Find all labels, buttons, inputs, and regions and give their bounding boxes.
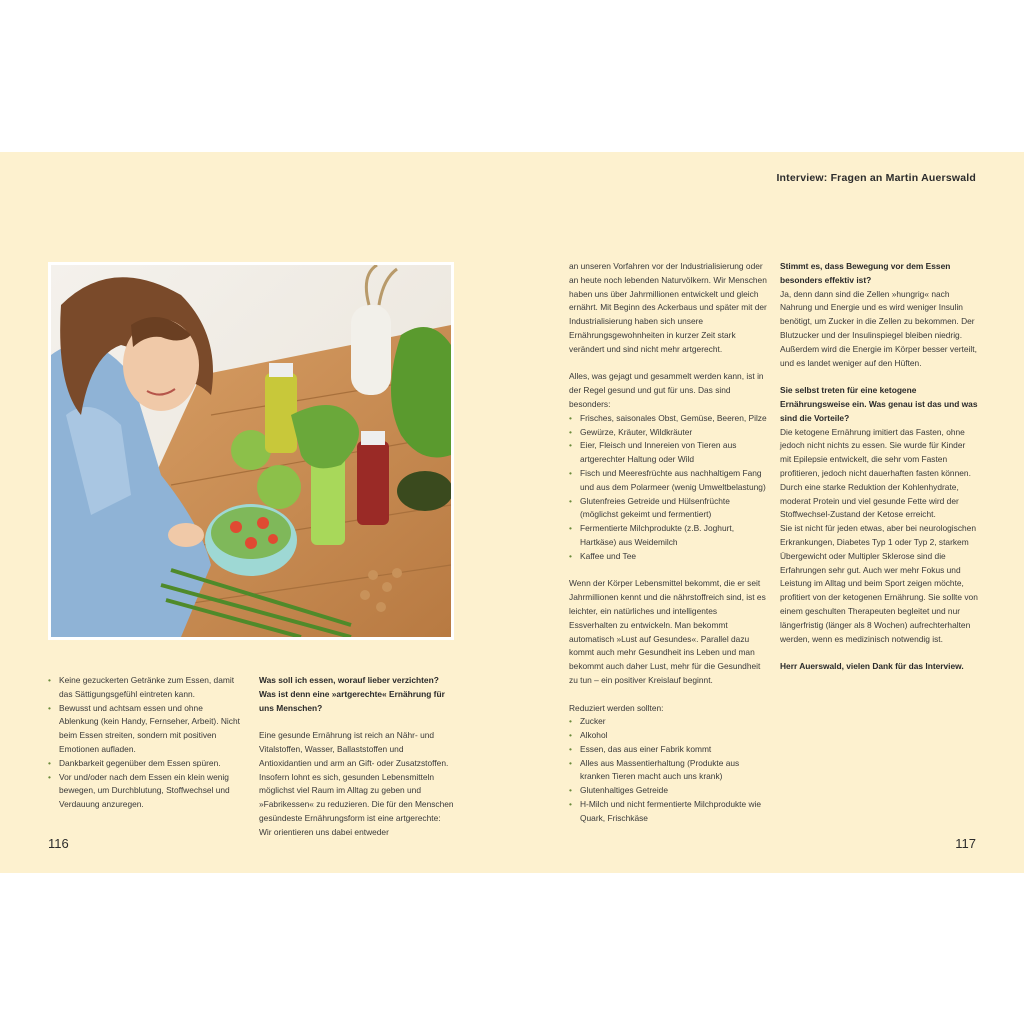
- list-item: • Vor und/oder nach dem Essen ein klein wenig bewegen, um Durchblutung, Stoffwechsel und Verdauung anzuregen.: [48, 771, 244, 812]
- list-item: • Essen, das aus einer Fabrik kommt: [569, 743, 767, 757]
- list-item: • Alles aus Massentierhaltung (Produkte aus kranken Tieren macht auch uns krank): [569, 757, 767, 785]
- interview-question: Sie selbst treten für eine ketogene Ernährungsweise ein. Was genau ist das und was sind die Vorteile?: [780, 385, 978, 423]
- interview-answer: Eine gesunde Ernährung ist reich an Nähr- und Vitalstoffen, Wasser, Ballaststoffen und Antioxidantien und arm an Gift- oder Zusatzstoffen. Insofern lohnt es sich, gesunden Lebensmitteln möglichst viel Raum im Alltag zu geben und »Fabrikessen« zu reduzieren. Die für den Menschen gesündeste Ernährungsform ist eine artgerechte: Wir orientieren uns dabei entweder: [259, 730, 454, 837]
- good-food-list: [569, 412, 767, 564]
- interview-question: Stimmt es, dass Bewegung vor dem Essen besonders effektiv ist?: [780, 261, 951, 285]
- list-item: • Glutenhaltiges Getreide: [569, 784, 767, 798]
- running-header: Interview: Fragen an Martin Auerswald: [776, 172, 976, 184]
- column-2: [259, 674, 455, 853]
- photo-illustration: [51, 265, 451, 637]
- interview-closing: Herr Auerswald, vielen Dank für das Interview.: [780, 661, 964, 672]
- column-3: [569, 260, 767, 839]
- list-item: • Keine gezuckerten Getränke zum Essen, damit das Sättigungsgefühl eintreten kann.: [48, 674, 244, 702]
- interview-answer: Sie ist nicht für jeden etwas, aber bei neurologischen Erkrankungen, Diabetes Typ 1 oder Typ 2, starkem Übergewicht oder Multipler Sklerose sind die Erfahrungen sehr gut. Auch wer mehr Fokus und Leistung im Alltag und beim Sport zeigen möchte, profitiert von der ketogenen Ernährung. Sie sollte von einem geschulten Therapeuten begleitet und nur längerfristig (länger als 8 Wochen) aufrechterhalten werden, wenn es medizinisch notwendig ist.: [780, 523, 978, 644]
- list-item: • Gewürze, Kräuter, Wildkräuter: [569, 426, 767, 440]
- tips-list: [48, 674, 244, 812]
- woman-eating-salad-photo: [48, 262, 454, 640]
- page-number-right: 117: [955, 836, 976, 851]
- interview-question: Was soll ich essen, worauf lieber verzichten? Was ist denn eine »artgerechte« Ernährung für uns Menschen?: [259, 675, 445, 713]
- list-item: • Zucker: [569, 715, 767, 729]
- list-item: • Kaffee und Tee: [569, 550, 767, 564]
- column-1: [48, 674, 244, 826]
- reduce-list: [569, 715, 767, 825]
- list-item: • Alkohol: [569, 729, 767, 743]
- list-item: • Fermentierte Milchprodukte (z.B. Joghurt, Hartkäse) aus Weidemilch: [569, 522, 767, 550]
- list-item: • Bewusst und achtsam essen und ohne Ablenkung (kein Handy, Fernseher, Arbeit). Nicht beim Essen streiten, sondern mit positiven Emotionen aufladen.: [48, 702, 244, 757]
- interview-answer: Die ketogene Ernährung imitiert das Fasten, ohne jedoch nicht nichts zu essen. Sie wurde für Kinder mit Epilepsie entwickelt, die sehr vom Fasten profitieren, jedoch nicht dauerhaften fasten können. Durch eine starke Reduktion der Kohlenhydrate, moderat Protein und viel gesunde Fette wird der Stoffwechsel-Zustand der Ketose erreicht.: [780, 426, 971, 520]
- page-number-left: 116: [48, 836, 69, 851]
- paragraph: Wenn der Körper Lebensmittel bekommt, die er seit Jahrmillionen kennt und die nährstoffreich sind, ist es leichter, ein natürliches und intelligentes Essverhalten zu entwickeln. Man bekommt automatisch »Lust auf Gesundes«. Parallel dazu kommt auch mehr Gesundheit ins Leben und man bekommt auch daher Lust, mehr für die Gesundheit zu tun – ein positiver Kreislauf beginnt.: [569, 578, 766, 685]
- list-item: • Dankbarkeit gegenüber dem Essen spüren.: [48, 757, 244, 771]
- paragraph: an unseren Vorfahren vor der Industrialisierung oder an heute noch lebenden Naturvölkern. Wir Menschen haben uns über Jahrmillionen entwickelt und gleich ernährt. Mit Beginn des Ackerbaus und später mit der Industrialisierung haben sich unsere Ernährungsgewohnheiten in kurzer Zeit stark verändert und sind nicht mehr artgerecht.: [569, 261, 767, 354]
- interview-answer: Ja, denn dann sind die Zellen »hungrig« nach Nahrung und Energie und es wird weniger Insulin benötigt, um Zucker in die Zellen zu bekommen. Der Blutzucker und der Insulinspiegel bleiben niedrig. Außerdem wird die Energie im Körper besser verteilt, und es landet weniger auf den Hüften.: [780, 288, 977, 368]
- paragraph: Reduziert werden sollten:: [569, 702, 664, 713]
- list-item: • Fisch und Meeresfrüchte aus nachhaltigem Fang und aus dem Polarmeer (wenig Umweltbelastung): [569, 467, 767, 495]
- paragraph: Alles, was gejagt und gesammelt werden kann, ist in der Regel gesund und gut für uns. Das sind besonders:: [569, 371, 764, 409]
- list-item: • H-Milch und nicht fermentierte Milchprodukte wie Quark, Frischkäse: [569, 798, 767, 826]
- list-item: • Eier, Fleisch und Innereien von Tieren aus artgerechter Haltung oder Wild: [569, 439, 767, 467]
- column-4: [780, 260, 978, 688]
- list-item: • Frisches, saisonales Obst, Gemüse, Beeren, Pilze: [569, 412, 767, 426]
- list-item: • Glutenfreies Getreide und Hülsenfrüchte (möglichst gekeimt und fermentiert): [569, 495, 767, 523]
